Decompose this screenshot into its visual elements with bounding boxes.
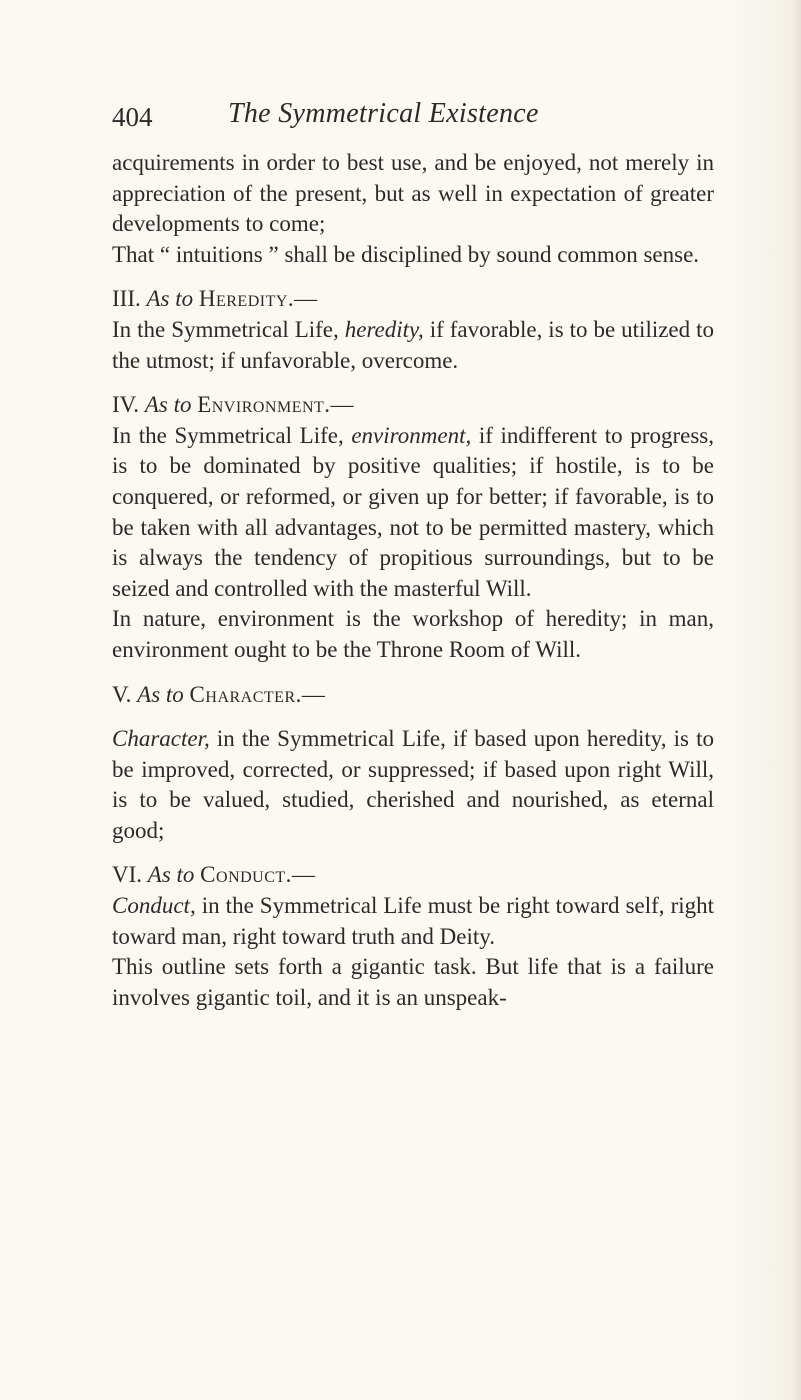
section-heading-conduct [112,860,714,891]
paragraph [112,421,714,605]
section-title: Environment.— [197,392,355,418]
section-title: Conduct.— [200,862,316,888]
paragraph [112,724,714,846]
paragraph [112,891,714,952]
section-title: Character.— [189,681,326,707]
paragraph-text: In the Symmetrical Life, [112,316,339,342]
section-title: Heredity.— [198,286,318,312]
section-heading-environment [112,390,714,421]
emphasis: heredity, [344,316,424,342]
paragraph-text: if favorable, is to be utilized to the utmost; if unfavorable, overcome. [112,316,715,373]
section-number: VI. [112,862,143,888]
page-header [112,98,712,138]
emphasis: Conduct, [112,893,196,919]
page-number: 404 [112,102,153,132]
emphasis: environment, [351,422,472,448]
section-heading-character [112,680,714,711]
paragraph [112,148,714,240]
paragraph-text: in the Symmetrical Life must be right toward self, right toward man, right toward truth and Deity. [112,893,715,949]
paragraph-text: In nature, environment is the workshop of heredity; in man, environment ought to be the Throne Room of Will. [112,606,714,662]
section-as-to: As to [147,862,195,888]
paragraph-text: In the Symmetrical Life, [112,422,344,448]
paragraph-text: That “ intuitions ” shall be disciplined by sound common sense. [112,241,700,267]
section-number: V. [112,681,132,707]
paragraph-text: acquirements in order to best use, and be enjoyed, not merely in appreciation of the present, but as well in expectation of greater developments to come; [112,150,714,237]
paragraph [112,952,714,1013]
paragraph [112,240,714,271]
body-text [112,148,714,1013]
section-as-to: As to [137,681,184,707]
section-heading-heredity [112,284,714,315]
section-number: IV. [112,392,140,418]
paragraph [112,315,714,376]
section-as-to: As to [146,286,194,312]
page-edge-shadow [791,0,801,1400]
section-number: III. [112,286,141,312]
section-as-to: As to [144,392,192,418]
running-title: The Symmetrical Existence [228,98,539,129]
paragraph-text: if indifferent to progress, is to be dominated by positive qualities; if hostile, is to be conquered, or reformed, or given up for better; if favorable, is to be taken with all advantages, not to be permitted mastery, which is always the tendency of propitious surroundings, but to be seized and controlled with the masterful Will. [112,422,714,601]
paragraph [112,604,714,665]
paragraph-text: This outline sets forth a gigantic task. But life that is a failure involves gigantic toil, and it is an unspeak- [112,954,714,1010]
paragraph-text: in the Symmetrical Life, if based upon heredity, is to be improved, corrected, or suppressed; if based upon right Will, is to be valued, studied, cherished and nourished, as eternal good; [112,726,714,843]
emphasis: Character, [112,726,210,752]
